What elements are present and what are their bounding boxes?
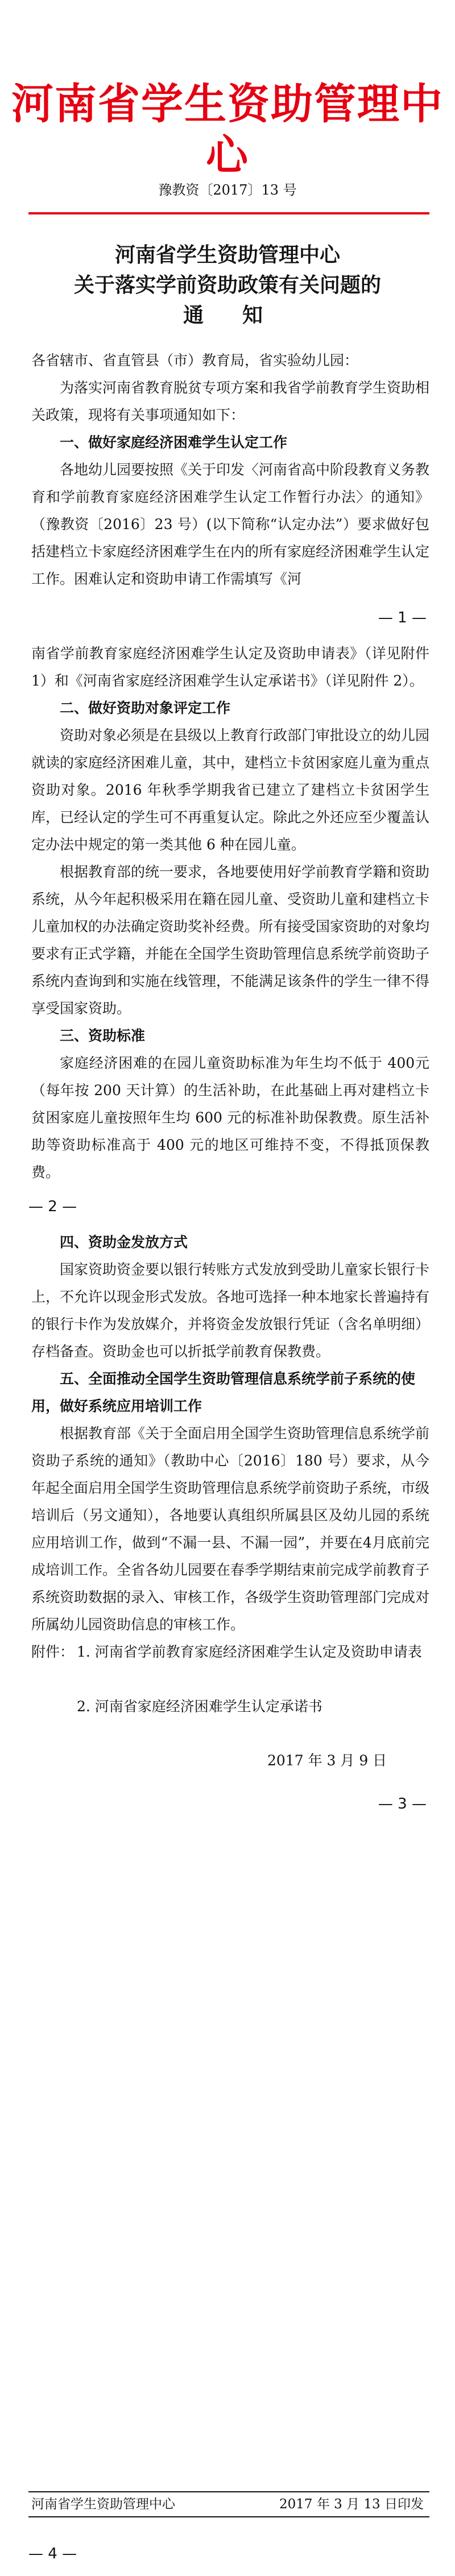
section1-paragraph-part2: 南省学前教育家庭经济困难学生认定及资助申请表》（详见附件 1）和《河南省家庭经济困难学生认定承诺书》（详见附件 2）。 — [31, 645, 429, 689]
issue-date: 2017 年 3 月 9 日 — [267, 1752, 387, 1769]
page-number-2: — 2 — — [28, 1198, 77, 1215]
footer-rule-bottom — [28, 2516, 429, 2517]
section5-heading: 五、全面推动全国学生资助管理信息系统学前子系统的使用，做好系统应用培训工作 — [31, 1370, 416, 1414]
attachment-item-2: 2. 河南省家庭经济困难学生认定承诺书 — [77, 1698, 322, 1715]
section2-paragraph1: 资助对象必须是在县级以上教育行政部门审批设立的幼儿园就读的家庭经济困难儿童，其中，建档立卡贫困家庭儿童为重点资助对象。2016 年秋季学期我省已建立了建档立卡贫困学生库，已经认定的学生可不再重复认定。除此之外还应至少覆盖认定办法中规定的第一类其他 6 种在园儿童。 — [31, 727, 430, 853]
footer-issuer: 河南省学生资助管理中心 — [31, 2497, 175, 2512]
red-divider — [28, 212, 429, 214]
attachment-item-1: 1. 河南省学前教育家庭经济困难学生认定及资助申请表 — [77, 1644, 422, 1660]
page-number-1: — 1 — — [378, 609, 427, 626]
notice-title-line2: 关于落实学前资助政策有关问题的 — [73, 273, 381, 297]
footer-rule-top — [28, 2491, 429, 2492]
section4-heading: 四、资助金发放方式 — [60, 1234, 188, 1250]
section1-heading: 一、做好家庭经济困难学生认定工作 — [60, 434, 288, 451]
footer-print-date: 2017 年 3 月 13 日印发 — [279, 2497, 424, 2512]
section5-paragraph: 根据教育部《关于全面启用全国学生资助管理信息系统学前资助子系统的通知》（教助中心〔2016〕180 号）要求，从今年起全面启用全国学生资助管理信息系统学前资助子系统，市级培训后（另文通知），各地要认真组织所属县区及幼儿园的系统应用培训工作，做到“不漏一县、不漏一园”，并要在4月底前完成培训工作。全省各幼儿园要在春季学期结束前完成学前教育子系统资助数据的录入、审核工作，各级学生资助管理部门完成对所属幼儿园资助信息的审核工作。 — [31, 1425, 430, 1633]
section3-paragraph: 家庭经济困难的在园儿童资助标准为年生均不低于 400元（每年按 200 天计算）的生活补助，在此基础上再对建档立卡贫困家庭儿童按照年生均 600 元的标准补助保教费。原生活补助等资助标准高于 400 元的地区可维持不变，不得抵顶保教费。 — [31, 1055, 429, 1180]
page-number-4: — 4 — — [28, 2545, 77, 2562]
doc-number: 豫教资〔2017〕13 号 — [158, 182, 297, 198]
intro-paragraph: 为落实河南省教育脱贫专项方案和我省学前教育学生资助相关政策，现将有关事项通知如下： — [31, 379, 430, 423]
section3-heading: 三、资助标准 — [60, 1027, 146, 1044]
org-title: 河南省学生资助管理中心 — [11, 80, 444, 180]
notice-title-line3: 通 知 — [183, 303, 272, 327]
page-number-3: — 3 — — [378, 1795, 427, 1813]
salutation: 各省辖市、省直管县（市）教育局，省实验幼儿园： — [31, 352, 359, 369]
section1-paragraph-part1: 各地幼儿园要按照《关于印发〈河南省高中阶段教育义务教育和学前教育家庭经济困难学生认定工作暂行办法〉的通知》（豫教资〔2016〕23 号）(以下简称“认定办法”）要求做好包括建档立卡家庭经济困难学生在内的所有家庭经济困难学生认定工作。困难认定和资助申请工作需填写《河 — [31, 461, 430, 587]
section4-paragraph: 国家资助资金要以银行转账方式发放到受助儿童家长银行卡上，不允许以现金形式发放。各地可选择一种本地家长普遍持有的银行卡作为发放媒介，并将资金发放银行凭证（含名单明细）存档备查。资助金也可以折抵学前教育保教费。 — [31, 1261, 430, 1360]
section2-heading: 二、做好资助对象评定工作 — [60, 700, 231, 716]
notice-title-line1: 河南省学生资助管理中心 — [114, 243, 340, 267]
attachments-label: 附件： — [31, 1644, 75, 1660]
section2-paragraph2: 根据教育部的统一要求，各地要使用好学前教育学籍和资助系统，从今年起积极采用在籍在园儿童、受资助儿童和建档立卡儿童加权的办法确定资助奖补经费。所有接受国家资助的对象均要求有正式学籍，并能在全国学生资助管理信息系统学前资助子系统内查询到和实施在线管理，不能满足该条件的学生一律不得享受国家资助。 — [31, 864, 430, 1017]
